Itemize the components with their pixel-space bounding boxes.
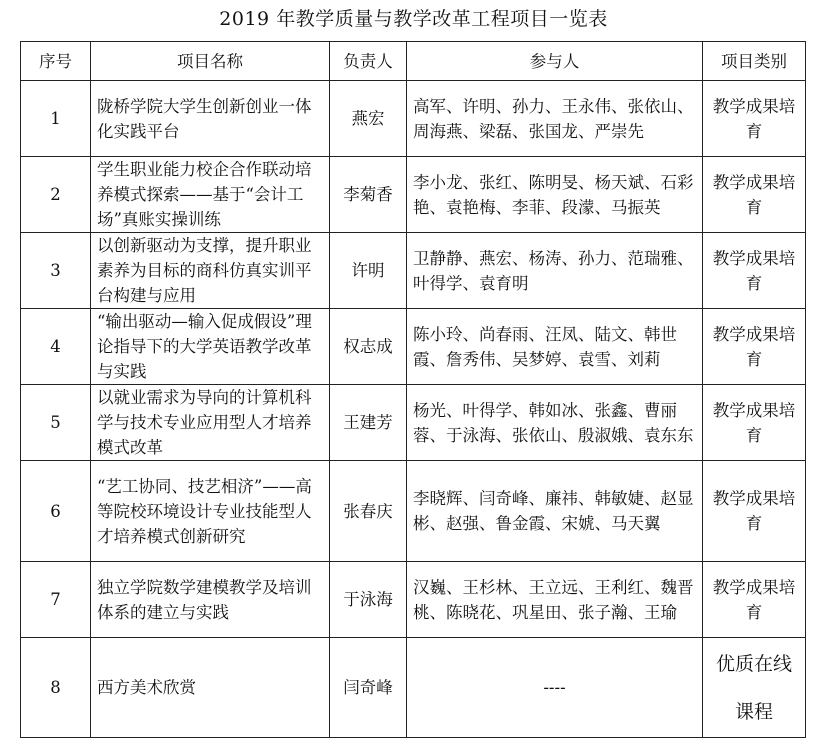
cell-project-name: 西方美术欣赏: [91, 638, 330, 738]
cell-project-name: 陇桥学院大学生创新创业一体化实践平台: [91, 81, 330, 157]
cell-lead: 王建芳: [330, 385, 407, 461]
header-lead: 负责人: [330, 42, 407, 81]
table-row: [21, 81, 806, 157]
cell-category: 教学成果培育: [703, 233, 806, 309]
cell-participants: 李小龙、张红、陈明旻、杨天斌、石彩艳、袁艳梅、李菲、段濛、马振英: [407, 157, 703, 233]
cell-category: 优质在线课程: [703, 638, 806, 738]
header-participants: 参与人: [407, 42, 703, 81]
cell-participants: 汉巍、王杉林、王立远、王利红、魏晋桃、陈晓花、巩星田、张子瀚、王瑜: [407, 562, 703, 638]
cell-participants: 高军、许明、孙力、王永伟、张依山、周海燕、梁磊、张国龙、严崇先: [407, 81, 703, 157]
cell-participants: 杨光、叶得学、韩如冰、张鑫、曹丽蓉、于泳海、张依山、殷淑娥、袁东东: [407, 385, 703, 461]
cell-category: 教学成果培育: [703, 385, 806, 461]
cell-category: 教学成果培育: [703, 157, 806, 233]
cell-participants: 李晓辉、闫奇峰、廉祎、韩敏婕、赵显彬、赵强、鲁金霞、宋婋、马天翼: [407, 461, 703, 562]
cell-category: 教学成果培育: [703, 461, 806, 562]
cell-lead: 张春庆: [330, 461, 407, 562]
cell-no: 2: [21, 157, 91, 233]
cell-no: 7: [21, 562, 91, 638]
cell-project-name: 以就业需求为导向的计算机科学与技术专业应用型人才培养模式改革: [91, 385, 330, 461]
cell-lead: 权志成: [330, 309, 407, 385]
header-name: 项目名称: [91, 42, 330, 81]
cell-project-name: “输出驱动—输入促成假设”理论指导下的大学英语教学改革与实践: [91, 309, 330, 385]
header-category: 项目类别: [703, 42, 806, 81]
project-table: [20, 41, 806, 738]
table-row: [21, 309, 806, 385]
document-title: 2019 年教学质量与教学改革工程项目一览表: [219, 8, 608, 30]
cell-no: 3: [21, 233, 91, 309]
cell-participants: 卫静静、燕宏、杨涛、孙力、范瑞雅、叶得学、袁育明: [407, 233, 703, 309]
table-row: [21, 461, 806, 562]
table-row: [21, 562, 806, 638]
cell-lead: 燕宏: [330, 81, 407, 157]
table-row: [21, 385, 806, 461]
cell-category: 教学成果培育: [703, 562, 806, 638]
cell-participants: 陈小玲、尚春雨、汪凤、陆文、韩世霞、詹秀伟、吴梦婷、袁雪、刘莉: [407, 309, 703, 385]
cell-project-name: “艺工协同、技艺相济”——高等院校环境设计专业技能型人才培养模式创新研究: [91, 461, 330, 562]
cell-no: 4: [21, 309, 91, 385]
cell-participants: ----: [407, 638, 703, 738]
cell-no: 6: [21, 461, 91, 562]
table-row: [21, 157, 806, 233]
header-row: [21, 42, 806, 81]
header-no: 序号: [21, 42, 91, 81]
cell-project-name: 学生职业能力校企合作联动培养模式探索——基于“会计工场”真账实操训练: [91, 157, 330, 233]
table-row: [21, 638, 806, 738]
cell-no: 8: [21, 638, 91, 738]
cell-category: 教学成果培育: [703, 309, 806, 385]
cell-project-name: 独立学院数学建模教学及培训体系的建立与实践: [91, 562, 330, 638]
table-row: [21, 233, 806, 309]
cell-no: 5: [21, 385, 91, 461]
cell-project-name: 以创新驱动为支撑，提升职业素养为目标的商科仿真实训平台构建与应用: [91, 233, 330, 309]
cell-no: 1: [21, 81, 91, 157]
cell-lead: 许明: [330, 233, 407, 309]
cell-lead: 闫奇峰: [330, 638, 407, 738]
cell-lead: 李菊香: [330, 157, 407, 233]
cell-category: 教学成果培育: [703, 81, 806, 157]
cell-lead: 于泳海: [330, 562, 407, 638]
